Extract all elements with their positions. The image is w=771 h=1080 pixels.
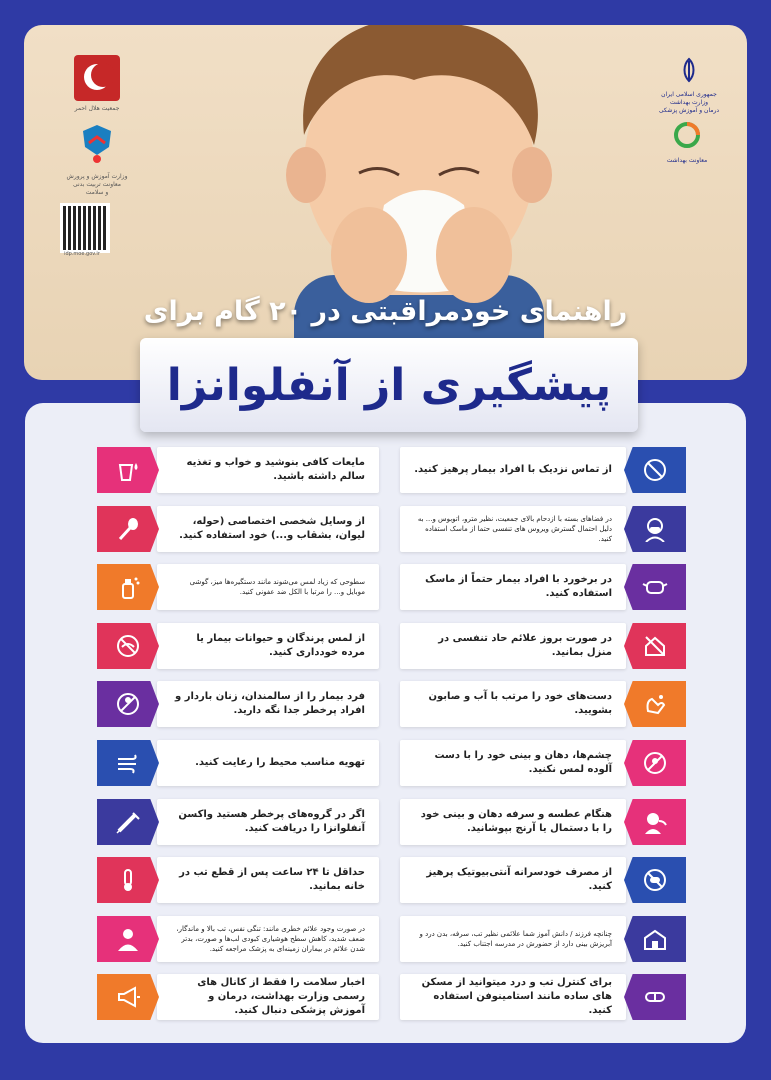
pill-icon: [624, 974, 686, 1020]
title-card: [140, 338, 638, 432]
right-tip-item: [400, 857, 686, 903]
health-deputy-logo: [654, 121, 720, 165]
tip-card: [400, 506, 626, 552]
tip-text: مایعات کافی بنوشید و خواب و تغذیه سالم داشته باشید.: [186, 457, 365, 482]
tip-card: [400, 857, 626, 903]
left-tip-item: [97, 564, 383, 610]
tip-text: از لمس پرندگان و حیوانات بیمار یا مرده خودداری کنید.: [196, 633, 365, 658]
left-tip-item: [97, 681, 383, 727]
tip-card: [400, 974, 626, 1020]
no-contact-icon: [624, 447, 686, 493]
left-tip-item: [97, 740, 383, 786]
tip-card: [400, 681, 626, 727]
disinfect-spray-icon: [97, 564, 159, 610]
mask-icon: [624, 564, 686, 610]
health-deputy-icon: [673, 121, 701, 149]
tip-card: [157, 974, 379, 1020]
iran-emblem-icon: [676, 57, 702, 83]
left-tip-item: [97, 857, 383, 903]
health-deputy-caption: معاونت بهداشت: [666, 157, 708, 164]
tip-card: [157, 916, 379, 962]
right-tip-item: [400, 681, 686, 727]
iran-government-logo: [649, 57, 729, 115]
spoon-icon: [97, 506, 159, 552]
tip-text: حداقل تا ۲۴ ساعت پس از قطع تب در خانه بمانید.: [179, 867, 365, 892]
tip-text: هنگام عطسه و سرفه دهان و بینی خود را با دستمال یا آرنج بپوشانید.: [420, 809, 612, 834]
tip-card: [400, 916, 626, 962]
title-line-1: راهنمای خودمراقبتی در ۲۰ گام برای: [143, 296, 628, 327]
right-tip-item: [400, 623, 686, 669]
megaphone-icon: [97, 974, 159, 1020]
no-pills-icon: [624, 857, 686, 903]
no-face-touch-icon: [624, 740, 686, 786]
left-tip-item: [97, 447, 383, 493]
tip-card: [400, 623, 626, 669]
qr-code[interactable]: [60, 203, 110, 253]
education-caption: وزارت آموزش و پرورش معاونت تربیت بدنی و سلامت: [66, 173, 128, 196]
red-crescent-caption: جمعیت هلال احمر: [74, 105, 120, 112]
left-tip-item: [97, 506, 383, 552]
tip-text: از تماس نزدیک با افراد بیمار پرهیز کنید.: [414, 464, 612, 475]
right-tip-item: [400, 447, 686, 493]
red-crescent-logo: [62, 55, 132, 113]
tip-card: [157, 506, 379, 552]
tip-text: در صورت وجود علائم خطری مانند: تنگی نفس، تب بالا و ماندگار، ضعف شدید، کاهش سطح هوشیاری کبودی لب‌ها و صورت، بدتر شدن علائم در بیماران زمینه‌ای به پزشک مراجعه کنید.: [176, 925, 365, 953]
tip-text: سطوحی که زیاد لمس می‌شوند مانند دستگیره‌ها میز، گوشی موبایل و... را مرتبا با الکل ضد عفونی کنید.: [189, 578, 365, 596]
right-tip-item: [400, 740, 686, 786]
tip-text: چشم‌ها، دهان و بینی خود را با دست آلوده لمس نکنید.: [434, 750, 612, 775]
tip-text: اگر در گروه‌های پرخطر هستید واکسن آنفلوانزا را دریافت کنید.: [178, 809, 365, 834]
tip-text: در فضاهای بسته با ازدحام بالای جمعیت، نظیر مترو، اتوبوس و... به دلیل احتمال گسترش ویروس های تنفسی حتما از ماسک استفاده کنید.: [417, 515, 612, 543]
tip-card: [157, 447, 379, 493]
tip-card: [157, 623, 379, 669]
left-tip-item: [97, 623, 383, 669]
tip-card: [400, 799, 626, 845]
tip-text: برای کنترل تب و درد میتوانید از مسکن های ساده مانند استامینوفن استفاده کنید.: [421, 977, 612, 1016]
tip-card: [157, 564, 379, 610]
education-ministry-logo: [54, 125, 140, 197]
education-ministry-icon: [79, 125, 115, 165]
left-tip-item: [97, 799, 383, 845]
face-mask-person-icon: [624, 506, 686, 552]
tip-text: دست‌های خود را مرتب با آب و صابون بشویید.: [428, 691, 612, 716]
thermometer-icon: [97, 857, 159, 903]
left-tip-item: [97, 916, 383, 962]
right-tip-item: [400, 916, 686, 962]
title-line-2: پیشگیری از آنفلوانزا: [166, 359, 612, 411]
tip-card: [157, 857, 379, 903]
isolate-icon: [97, 681, 159, 727]
tip-card: [400, 564, 626, 610]
right-tip-item: [400, 799, 686, 845]
qr-caption: idp.moe.gov.ir: [64, 251, 100, 257]
stay-home-icon: [624, 623, 686, 669]
tip-card: [400, 740, 626, 786]
ventilation-icon: [97, 740, 159, 786]
tip-text: چنانچه فرزند / دانش آموز شما علائمی نظیر تب، سرفه، بدن درد و آبریزش بینی دارد از حضورش در مدرسه اجتناب کنید.: [419, 930, 612, 948]
tip-text: در صورت بروز علائم حاد تنفسی در منزل بمانید.: [438, 633, 612, 658]
right-tip-item: [400, 564, 686, 610]
left-tip-item: [97, 974, 383, 1020]
school-icon: [624, 916, 686, 962]
tip-text: از وسایل شخصی اختصاصی (حوله، لیوان، بشقاب و...) خود استفاده کنید.: [179, 516, 365, 541]
no-birds-icon: [97, 623, 159, 669]
tip-text: در برخورد با افراد بیمار حتماً از ماسک استفاده کنید.: [425, 574, 612, 599]
cough-cover-icon: [624, 799, 686, 845]
tip-card: [157, 799, 379, 845]
vaccine-icon: [97, 799, 159, 845]
tip-text: از مصرف خودسرانه آنتی‌بیوتیک پرهیز کنید.: [426, 867, 612, 892]
hand-wash-icon: [624, 681, 686, 727]
tip-text: فرد بیمار را از سالمندان، زنان باردار و افراد پرخطر جدا نگه دارید.: [175, 691, 365, 716]
tip-card: [157, 740, 379, 786]
drink-water-icon: [97, 447, 159, 493]
gov-caption: جمهوری اسلامی ایران وزارت بهداشت درمان و آموزش پزشکی: [658, 91, 720, 114]
right-tip-item: [400, 974, 686, 1020]
red-crescent-icon: [74, 55, 120, 101]
tip-text: اخبار سلامت را فقط از کانال های رسمی وزارت بهداشت، درمان و آموزش پزشکی دنبال کنید.: [197, 977, 365, 1016]
right-tip-item: [400, 506, 686, 552]
doctor-icon: [97, 916, 159, 962]
tip-card: [157, 681, 379, 727]
tip-text: تهویه مناسب محیط را رعایت کنید.: [195, 757, 365, 768]
tip-card: [400, 447, 626, 493]
